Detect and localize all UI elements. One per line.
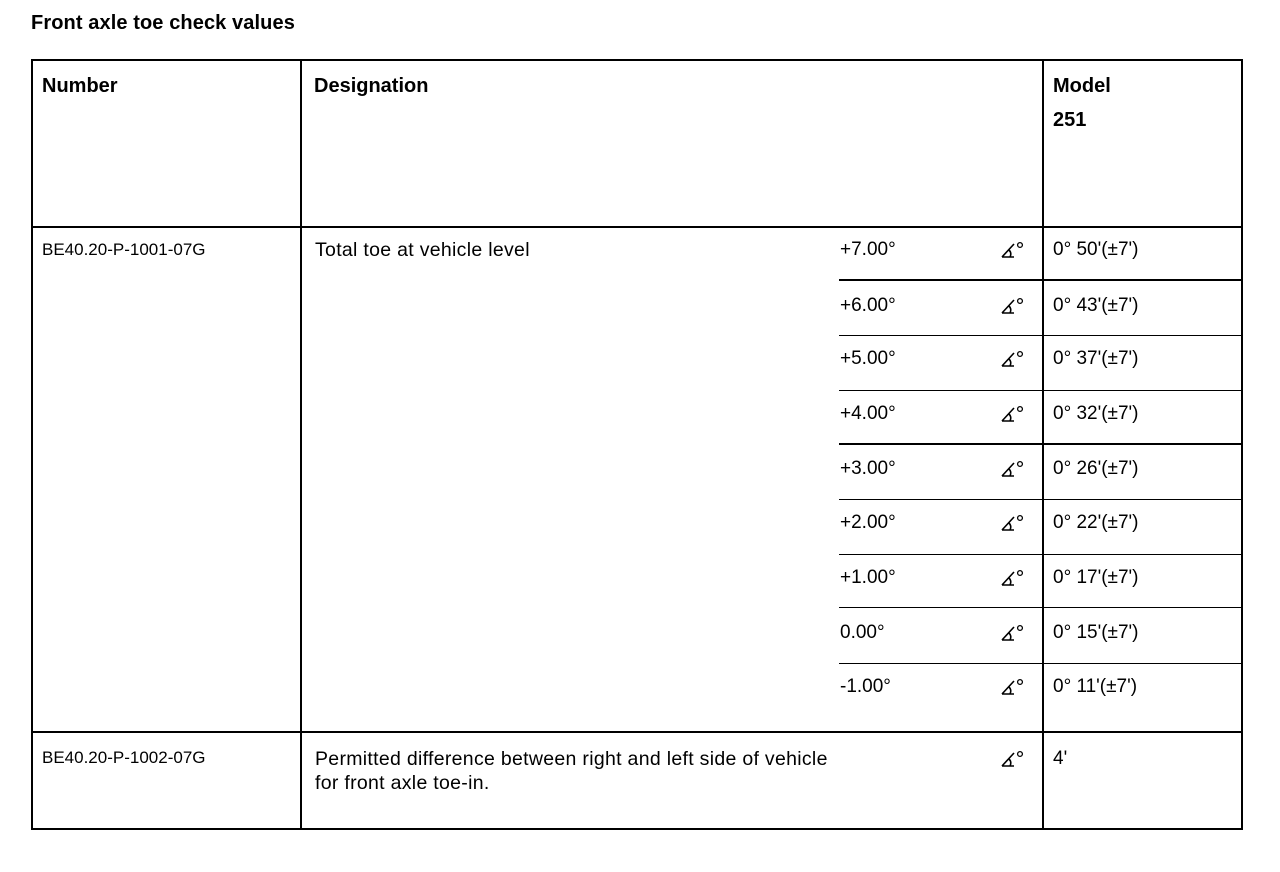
subrow-divider	[839, 335, 1241, 336]
vehicle-level-value: -1.00°	[840, 676, 891, 697]
subrow-divider	[839, 499, 1241, 500]
toe-value: 0° 15'(±7')	[1053, 622, 1139, 643]
toe-value: 0° 17'(±7')	[1053, 567, 1139, 588]
row-number: BE40.20-P-1001-07G	[42, 240, 206, 259]
toe-value: 0° 22'(±7')	[1053, 512, 1139, 533]
row-divider	[33, 226, 1241, 228]
row-value: 4'	[1053, 748, 1068, 769]
row-designation: Permitted difference between right and left side of vehicle for front axle toe-in.	[315, 748, 828, 794]
subrow-divider	[839, 390, 1241, 391]
vehicle-level-value: +5.00°	[840, 348, 896, 369]
toe-value: 0° 11'(±7')	[1053, 676, 1138, 697]
vehicle-level-value: +1.00°	[840, 567, 896, 588]
angle-degree-icon	[1000, 624, 1026, 642]
toe-value: 0° 26'(±7')	[1053, 458, 1139, 479]
vehicle-level-value: +7.00°	[840, 239, 896, 260]
vehicle-level-value: +3.00°	[840, 458, 896, 479]
toe-value: 0° 50'(±7')	[1053, 239, 1139, 260]
subrow-divider	[839, 279, 1241, 281]
header-number: Number	[42, 75, 118, 97]
angle-degree-icon	[1000, 569, 1026, 587]
vehicle-level-value: +4.00°	[840, 403, 896, 424]
toe-values-table	[31, 59, 1243, 830]
toe-value: 0° 43'(±7')	[1053, 295, 1139, 316]
angle-degree-icon	[1000, 350, 1026, 368]
page-title: Front axle toe check values	[31, 12, 295, 34]
subrow-divider	[839, 443, 1241, 445]
angle-degree-icon	[1000, 405, 1026, 423]
toe-value: 0° 37'(±7')	[1053, 348, 1139, 369]
subrow-divider	[839, 607, 1241, 608]
angle-degree-icon	[1000, 678, 1026, 696]
row-designation: Total toe at vehicle level	[315, 239, 530, 261]
column-divider	[300, 61, 302, 828]
toe-value: 0° 32'(±7')	[1053, 403, 1139, 424]
vehicle-level-value: +6.00°	[840, 295, 896, 316]
angle-degree-icon	[1000, 514, 1026, 532]
header-model-number: 251	[1053, 109, 1087, 131]
angle-degree-icon	[1000, 750, 1026, 768]
row-divider	[33, 731, 1241, 733]
subrow-divider	[839, 554, 1241, 555]
row-number: BE40.20-P-1002-07G	[42, 748, 206, 767]
vehicle-level-value: +2.00°	[840, 512, 896, 533]
angle-degree-icon	[1000, 297, 1026, 315]
angle-degree-icon	[1000, 460, 1026, 478]
header-designation: Designation	[314, 75, 429, 97]
header-model: Model	[1053, 75, 1111, 97]
subrow-divider	[839, 663, 1241, 664]
vehicle-level-value: 0.00°	[840, 622, 885, 643]
angle-degree-icon	[1000, 241, 1026, 259]
